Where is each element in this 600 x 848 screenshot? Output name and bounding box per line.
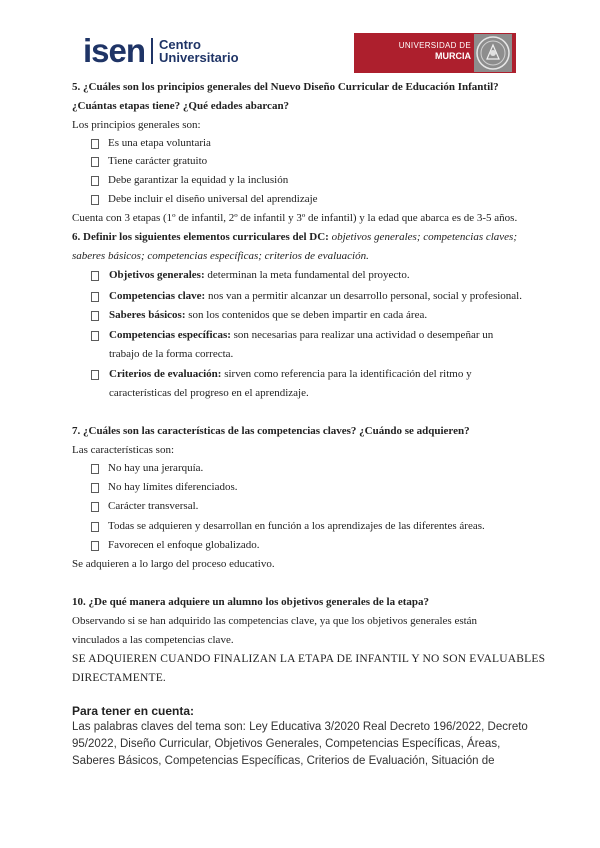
isen-logo-line2: Universitario <box>159 49 239 65</box>
list-item: Competencias clave: nos van a permitir alcanzar un desarrollo personal, social y profesional. <box>109 290 522 302</box>
list-item: Objetivos generales: determinan la meta fundamental del proyecto. <box>109 269 410 281</box>
checkbox-bullet-icon <box>91 331 99 341</box>
checkbox-bullet-icon <box>91 483 99 493</box>
list-item: No hay una jerarquía. <box>108 462 204 474</box>
umu-logo-line1: UNIVERSIDAD DE <box>398 41 471 50</box>
list-item: Competencias específicas: son necesarias para realizar una actividad o desempeñar un <box>109 329 494 341</box>
isen-logo-line1: Centro <box>159 36 201 52</box>
notes-line1: Las palabras claves del tema son: Ley Educativa 3/2020 Real Decreto 196/2022, Decreto <box>72 721 528 733</box>
question-5-title-line1: 5. ¿Cuáles son los principios generales del Nuevo Diseño Curricular de Educación Infantil? <box>72 81 499 93</box>
notes-title: Para tener en cuenta: <box>72 704 195 718</box>
list-item: No hay límites diferenciados. <box>108 481 238 493</box>
list-item: Es una etapa voluntaria <box>108 137 211 149</box>
list-item: Tiene carácter gratuito <box>108 155 208 167</box>
question-6-title-line1: 6. Definir los siguientes elementos curriculares del DC: objetivos generales; competencias claves; <box>72 231 517 243</box>
notes-line2: 95/2022, Diseño Curricular, Objetivos Generales, Competencias Específicas, Áreas, <box>72 738 501 750</box>
checkbox-bullet-icon <box>91 464 99 474</box>
list-item: Debe incluir el diseño universal del aprendizaje <box>108 193 318 205</box>
question-7-title: 7. ¿Cuáles son las características de las competencias claves? ¿Cuándo se adquieren? <box>72 425 470 437</box>
list-item-continuation: trabajo de la forma correcta. <box>109 348 234 360</box>
isen-logo <box>83 34 239 67</box>
question-6-title-line2: saberes básicos; competencias específicas; criterios de evaluación. <box>72 250 369 262</box>
list-item: Favorecen el enfoque globalizado. <box>108 539 260 551</box>
list-item: Carácter transversal. <box>108 500 199 512</box>
question-7-intro: Las características son: <box>72 444 175 456</box>
question-5-conclusion: Cuenta con 3 etapas (1º de infantil, 2º de infantil y 3º de infantil) y la edad que abarca es de 3-5 años. <box>72 212 518 224</box>
question-5-title-line2: ¿Cuántas etapas tiene? ¿Qué edades abarcan? <box>72 100 290 112</box>
checkbox-bullet-icon <box>91 541 99 551</box>
umu-logo-line2: MURCIA <box>435 51 471 61</box>
notes-line3: Saberes Básicos, Competencias Específicas, Criterios de Evaluación, Situación de <box>72 755 495 767</box>
list-item: Saberes básicos: son los contenidos que se deben impartir en cada área. <box>109 309 428 321</box>
isen-logo-word: isen <box>83 32 146 69</box>
university-of-murcia-logo <box>354 33 516 73</box>
question-7-conclusion: Se adquieren a lo largo del proceso educativo. <box>72 558 275 570</box>
checkbox-bullet-icon <box>91 195 99 205</box>
checkbox-bullet-icon <box>91 271 99 281</box>
checkbox-bullet-icon <box>91 502 99 512</box>
university-seal-icon <box>474 34 512 72</box>
list-item: Todas se adquieren y desarrollan en función a los aprendizajes de las diferentes áreas. <box>108 520 485 532</box>
question-5-intro: Los principios generales son: <box>72 119 201 131</box>
checkbox-bullet-icon <box>91 292 99 302</box>
list-item: Debe garantizar la equidad y la inclusión <box>108 174 289 186</box>
question-10-text-line1: Observando si se han adquirido las competencias clave, ya que los objetivos generales están <box>72 615 478 627</box>
list-item-continuation: características del progreso en el aprendizaje. <box>109 387 309 399</box>
question-10-caps-line1: SE ADQUIEREN CUANDO FINALIZAN LA ETAPA DE INFANTIL Y NO SON EVALUABLES <box>72 653 546 665</box>
checkbox-bullet-icon <box>91 176 99 186</box>
question-10-text-line2: vinculados a las competencias clave. <box>72 634 234 646</box>
checkbox-bullet-icon <box>91 157 99 167</box>
checkbox-bullet-icon <box>91 370 99 380</box>
checkbox-bullet-icon <box>91 139 99 149</box>
question-10-title: 10. ¿De qué manera adquiere un alumno los objetivos generales de la etapa? <box>72 596 429 608</box>
question-10-caps-line2: DIRECTAMENTE. <box>72 672 166 684</box>
checkbox-bullet-icon <box>91 311 99 321</box>
list-item: Criterios de evaluación: sirven como referencia para la identificación del ritmo y <box>109 368 472 380</box>
checkbox-bullet-icon <box>91 522 99 532</box>
